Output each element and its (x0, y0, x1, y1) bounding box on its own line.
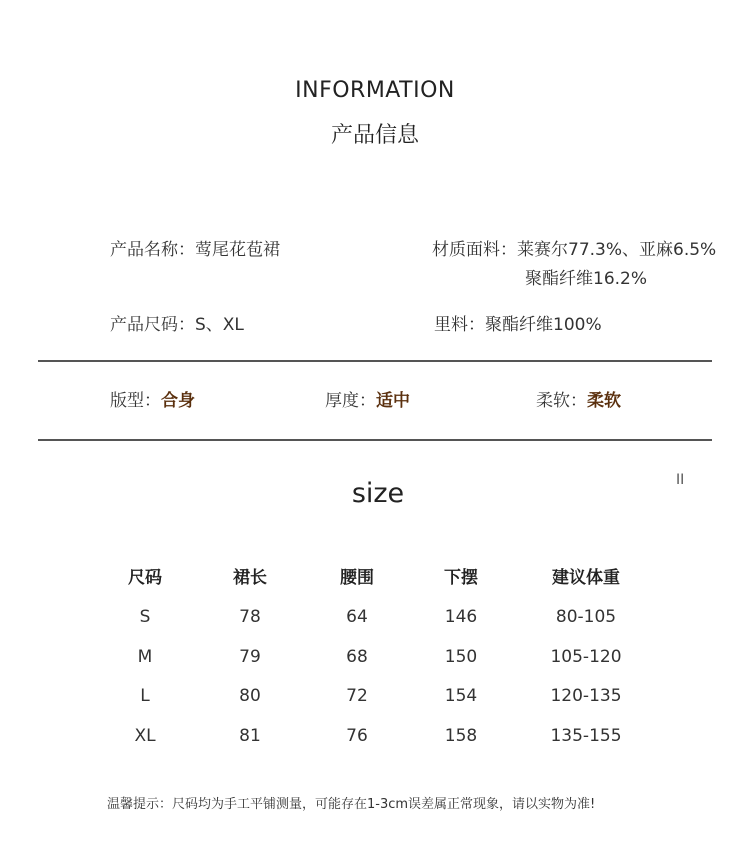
cell-waist: 72 (346, 686, 368, 706)
corner-mark: II (676, 472, 685, 488)
thickness-value: 适中 (376, 391, 410, 411)
cell-weight: 120-135 (550, 686, 622, 706)
thickness-property (325, 386, 410, 411)
cell-length: 81 (239, 726, 261, 746)
cell-hem: 158 (444, 726, 478, 746)
divider-top (38, 360, 712, 362)
material-label: 材质面料： (432, 240, 517, 260)
product-name-value: 莺尾花苞裙 (195, 240, 280, 260)
header-waist: 腰围 (340, 568, 374, 588)
fit-label: 版型： (110, 391, 161, 411)
product-name-row (110, 235, 280, 260)
cell-hem: 154 (444, 686, 478, 706)
lining-value: 聚酯纤维100% (485, 315, 602, 335)
material-row (432, 235, 716, 260)
divider-bottom (38, 439, 712, 441)
product-size-row (110, 310, 244, 335)
fit-property (110, 386, 195, 411)
material-value-line2: 聚酯纤维16.2% (525, 269, 648, 289)
cell-size: XL (134, 726, 156, 746)
cell-hem: 146 (444, 607, 478, 627)
product-name-label: 产品名称： (110, 240, 195, 260)
cell-size: S (139, 607, 151, 627)
header-size: 尺码 (128, 568, 162, 588)
cell-weight: 135-155 (550, 726, 622, 746)
header-weight: 建议体重 (552, 568, 620, 588)
cell-length: 78 (239, 607, 261, 627)
footer-tip: 温馨提示：尺码均为手工平铺测量，可能存在1-3cm误差属正常现象，请以实物为准! (107, 797, 596, 812)
product-size-value: S、XL (195, 315, 244, 335)
cell-weight: 80-105 (555, 607, 617, 627)
header-hem: 下摆 (444, 568, 478, 588)
fit-value: 合身 (161, 391, 195, 411)
cell-size: L (140, 686, 150, 706)
lining-row (434, 310, 602, 335)
softness-value: 柔软 (587, 391, 621, 411)
cell-size: M (137, 647, 153, 667)
thickness-label: 厚度： (325, 391, 376, 411)
cell-length: 79 (239, 647, 261, 667)
cell-waist: 64 (346, 607, 368, 627)
header-length: 裙长 (233, 568, 267, 588)
material-value-line1: 莱赛尔77.3%、亚麻6.5% (517, 240, 717, 260)
cell-waist: 68 (346, 647, 368, 667)
lining-label: 里料： (434, 315, 485, 335)
cell-hem: 150 (444, 647, 478, 667)
size-title: size (351, 478, 405, 509)
title-en: INFORMATION (295, 78, 455, 103)
softness-label: 柔软： (536, 391, 587, 411)
product-size-label: 产品尺码： (110, 315, 195, 335)
title-cn: 产品信息 (330, 123, 419, 148)
cell-weight: 105-120 (550, 647, 622, 667)
cell-length: 80 (239, 686, 261, 706)
softness-property (536, 386, 621, 411)
cell-waist: 76 (346, 726, 368, 746)
